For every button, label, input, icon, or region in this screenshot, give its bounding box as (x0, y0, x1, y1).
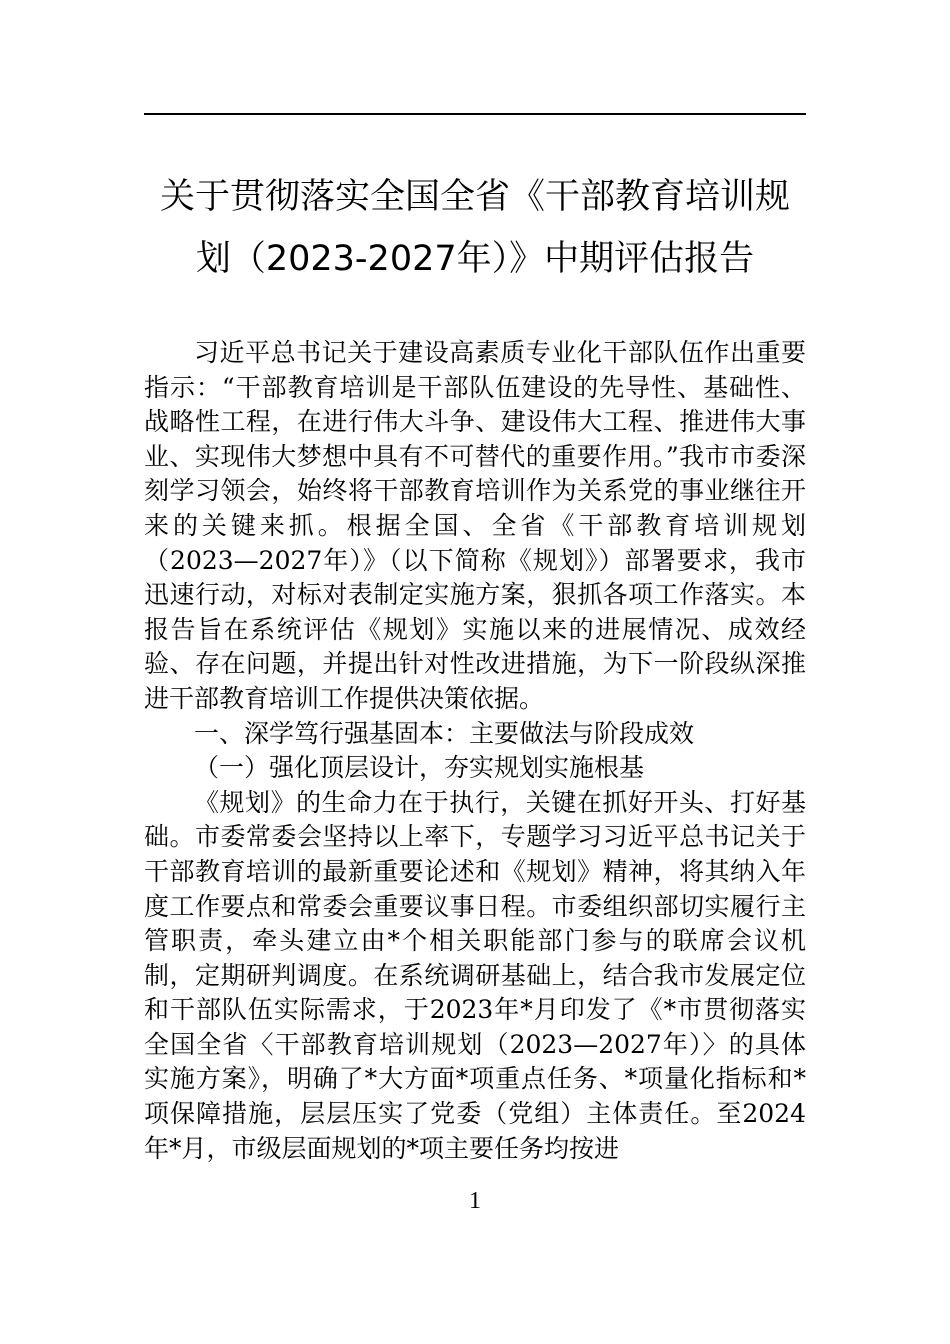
document-title (144, 166, 806, 290)
title-line-1: 关于贯彻落实全国全省《干部教育培训规 (159, 177, 790, 217)
page-number: 1 (469, 1188, 481, 1214)
title-line-2: 划（2023-2027年）》中期评估报告 (195, 239, 755, 279)
document-body (144, 336, 806, 1166)
header-rule (144, 113, 806, 115)
section-heading-1: 一、深学笃行强基固本：主要做法与阶段成效 (194, 718, 695, 748)
intro-paragraph: 习近平总书记关于建设高素质专业化干部队伍作出重要指示：“干部教育培训是干部队伍建设的先导性、基础性、战略性工程，在进行伟大斗争、建设伟大工程、推进伟大事业、实现伟大梦想中具有不可替代的重要作用。”我市市委深刻学习领会，始终将干部教育培训作为关系党的事业继往开来的关键来抓。根据全国、全省《干部教育培训规划（2023—2027年）》（以下简称《规划》）部署要求，我市迅速行动，对标对表制定实施方案，狠抓各项工作落实。本报告旨在系统评估《规划》实施以来的进展情况、成效经验、存在问题，并提出针对性改进措施，为下一阶段纵深推进干部教育培训工作提供决策依据。 (144, 338, 806, 713)
subsection-heading-1: （一）强化顶层设计，夯实规划实施根基 (194, 753, 645, 783)
body-paragraph: 《规划》的生命力在于执行，关键在抓好开头、打好基础。市委常委会坚持以上率下，专题学习习近平总书记关于干部教育培训的最新重要论述和《规划》精神，将其纳入年度工作要点和常委会重要议事日程。市委组织部切实履行主管职责，牵头建立由*个相关职能部门参与的联席会议机制，定期研判调度。在系统调研基础上，结合我市发展定位和干部队伍实际需求，于2023年*月印发了《*市贯彻落实全国全省〈干部教育培训规划（2023—2027年）〉的具体实施方案》，明确了*大方面*项重点任务、*项量化指标和*项保障措施，层层压实了党委（党组）主体责任。至2024年*月，市级层面规划的*项主要任务均按进 (144, 787, 806, 1163)
